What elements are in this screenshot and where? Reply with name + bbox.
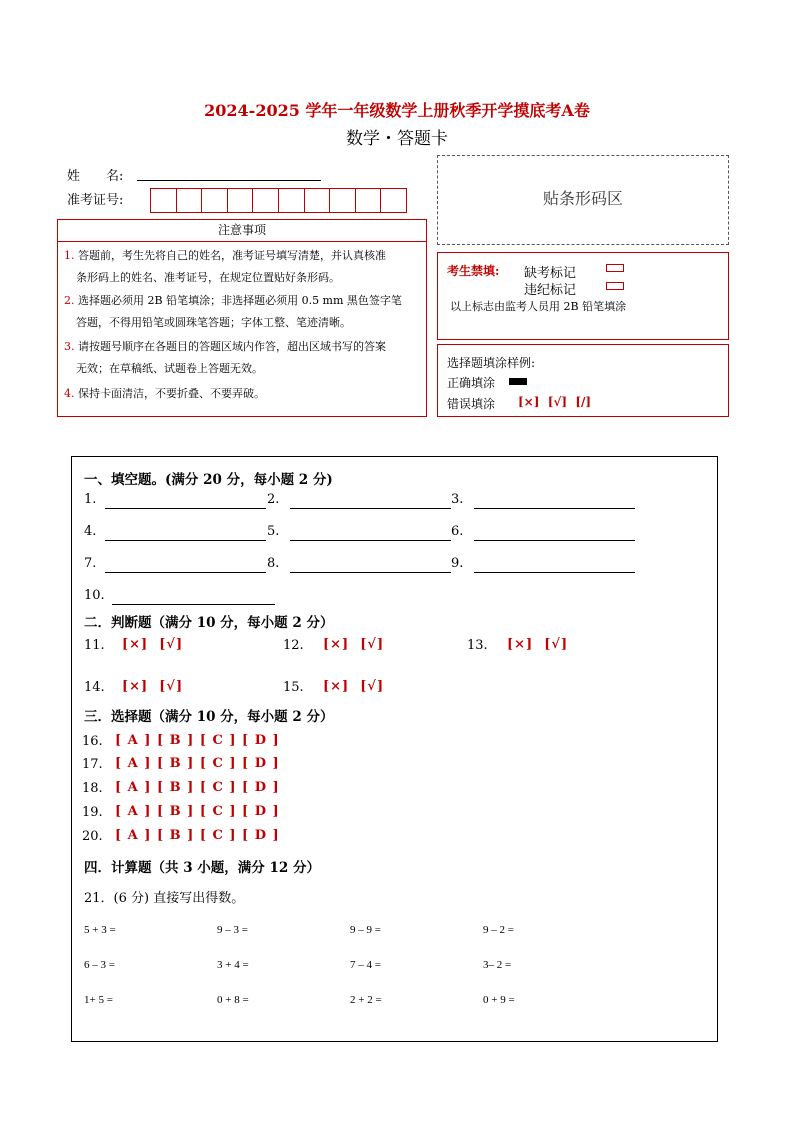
absent-mark-box[interactable]	[606, 264, 624, 272]
violation-label: 违纪标记	[524, 283, 577, 298]
answer-line[interactable]	[290, 572, 451, 573]
judge-options[interactable]: [×] [√]	[323, 637, 385, 652]
q-number: 12.	[283, 638, 304, 653]
math-item: 5 + 3 =	[84, 924, 116, 936]
answer-line[interactable]	[105, 508, 266, 509]
choice-options[interactable]: [ A ] [ B ] [ C ] [ D ]	[115, 828, 280, 843]
notice-item: 4. 保持卡面清洁，不要折叠、不要弄破。	[64, 387, 265, 400]
id-digit-cell[interactable]	[150, 188, 177, 213]
choice-options[interactable]: [ A ] [ B ] [ C ] [ D ]	[115, 780, 280, 795]
q-number: 11.	[84, 638, 105, 653]
section-judge: 二．判断题（满分 10 分，每小题 2 分）	[84, 615, 334, 631]
q-number: 6.	[451, 524, 464, 539]
q-number: 17.	[82, 757, 103, 772]
id-digit-cell[interactable]	[201, 188, 228, 213]
q21-label: 21．(6 分) 直接写出得数。	[84, 891, 245, 906]
section-choice: 三．选择题（满分 10 分，每小题 2 分）	[84, 709, 334, 725]
correct-fill-label: 正确填涂	[447, 376, 496, 390]
prohibit-label: 考生禁填:	[447, 264, 500, 278]
id-digit-cell[interactable]	[329, 188, 356, 213]
math-item: 9 – 2 =	[483, 924, 514, 936]
q-number: 3.	[451, 492, 464, 507]
choice-options[interactable]: [ A ] [ B ] [ C ] [ D ]	[115, 804, 280, 819]
answer-line[interactable]	[105, 572, 266, 573]
choice-options[interactable]: [ A ] [ B ] [ C ] [ D ]	[115, 756, 280, 771]
name-field[interactable]	[137, 180, 321, 181]
q-number: 16.	[82, 734, 103, 749]
judge-options[interactable]: [×] [√]	[323, 679, 385, 694]
id-digit-cell[interactable]	[227, 188, 254, 213]
judge-options[interactable]: [×] [√]	[122, 637, 184, 652]
q-number: 20.	[82, 829, 103, 844]
math-item: 9 – 3 =	[217, 924, 248, 936]
section-fill-blank: 一、填空题。(满分 20 分，每小题 2 分)	[84, 472, 333, 488]
fill-sample-title: 选择题填涂样例:	[447, 356, 536, 370]
barcode-area[interactable]: 贴条形码区	[437, 155, 729, 245]
section-calculation: 四．计算题（共 3 小题，满分 12 分）	[84, 860, 320, 876]
answer-line[interactable]	[474, 508, 635, 509]
notice-box	[57, 242, 427, 417]
math-item: 3– 2 =	[483, 959, 512, 971]
q-number: 18.	[82, 781, 103, 796]
q-number: 2.	[267, 492, 280, 507]
id-digit-cell[interactable]	[278, 188, 305, 213]
card-subtitle: 数学・答题卡	[346, 129, 448, 149]
math-item: 0 + 8 =	[217, 994, 249, 1006]
id-digit-cell[interactable]	[176, 188, 203, 213]
math-item: 1+ 5 =	[84, 994, 113, 1006]
q-number: 1.	[84, 492, 97, 507]
q-number: 15.	[283, 680, 304, 695]
answer-line[interactable]	[290, 508, 451, 509]
notice-item: 2. 选择题必须用 2B 铅笔填涂；非选择题必须用 0.5 mm 黑色签字笔 答题，不得用铅笔或圆珠笔答题；字体工整、笔迹清晰。	[64, 294, 402, 329]
math-item: 3 + 4 =	[217, 959, 249, 971]
q-number: 14.	[84, 680, 105, 695]
prohibit-box	[437, 252, 729, 340]
notice-item: 1. 答题前，考生先将自己的姓名，准考证号填写清楚，并认真核准 条形码上的姓名、准考证号，在规定位置贴好条形码。	[64, 249, 386, 284]
absent-label: 缺考标记	[524, 266, 577, 281]
q-number: 10.	[84, 588, 105, 603]
answer-line[interactable]	[474, 572, 635, 573]
q-number: 13.	[467, 638, 488, 653]
id-number-boxes[interactable]	[151, 188, 407, 213]
q-number: 7.	[84, 556, 97, 571]
id-digit-cell[interactable]	[380, 188, 407, 213]
prohibit-note: 以上标志由监考人员用 2B 铅笔填涂	[450, 300, 627, 313]
answer-line[interactable]	[474, 540, 635, 541]
answer-area	[71, 456, 718, 1042]
id-digit-cell[interactable]	[304, 188, 331, 213]
q-number: 4.	[84, 524, 97, 539]
math-item: 0 + 9 =	[483, 994, 515, 1006]
q-number: 9.	[451, 556, 464, 571]
answer-line[interactable]	[112, 604, 275, 605]
wrong-fill-label: 错误填涂	[447, 397, 496, 411]
q-number: 8.	[267, 556, 280, 571]
notice-heading: 注意事项	[57, 219, 427, 242]
id-label: 准考证号:	[67, 193, 124, 208]
choice-options[interactable]: [ A ] [ B ] [ C ] [ D ]	[115, 733, 280, 748]
q-number: 5.	[267, 524, 280, 539]
math-item: 2 + 2 =	[350, 994, 382, 1006]
answer-line[interactable]	[105, 540, 266, 541]
id-digit-cell[interactable]	[355, 188, 382, 213]
fill-sample-box	[437, 344, 729, 417]
correct-fill-sample	[509, 378, 527, 385]
judge-options[interactable]: [×] [√]	[122, 679, 184, 694]
name-label: 姓 名:	[67, 169, 124, 184]
answer-line[interactable]	[290, 540, 451, 541]
exam-title: 2024-2025 学年一年级数学上册秋季开学摸底考A卷	[204, 101, 590, 120]
notice-item: 3. 请按题号顺序在各题目的答题区域内作答，超出区域书写的答案 无效；在草稿纸、试题卷上答题无效。	[64, 340, 386, 375]
violation-mark-box[interactable]	[606, 282, 624, 290]
id-digit-cell[interactable]	[252, 188, 279, 213]
judge-options[interactable]: [×] [√]	[507, 637, 569, 652]
math-item: 9 – 9 =	[350, 924, 381, 936]
q-number: 19.	[82, 805, 103, 820]
math-item: 7 – 4 =	[350, 959, 381, 971]
wrong-fill-marks: [×] [√] [/]	[518, 395, 592, 409]
math-item: 6 – 3 =	[84, 959, 115, 971]
